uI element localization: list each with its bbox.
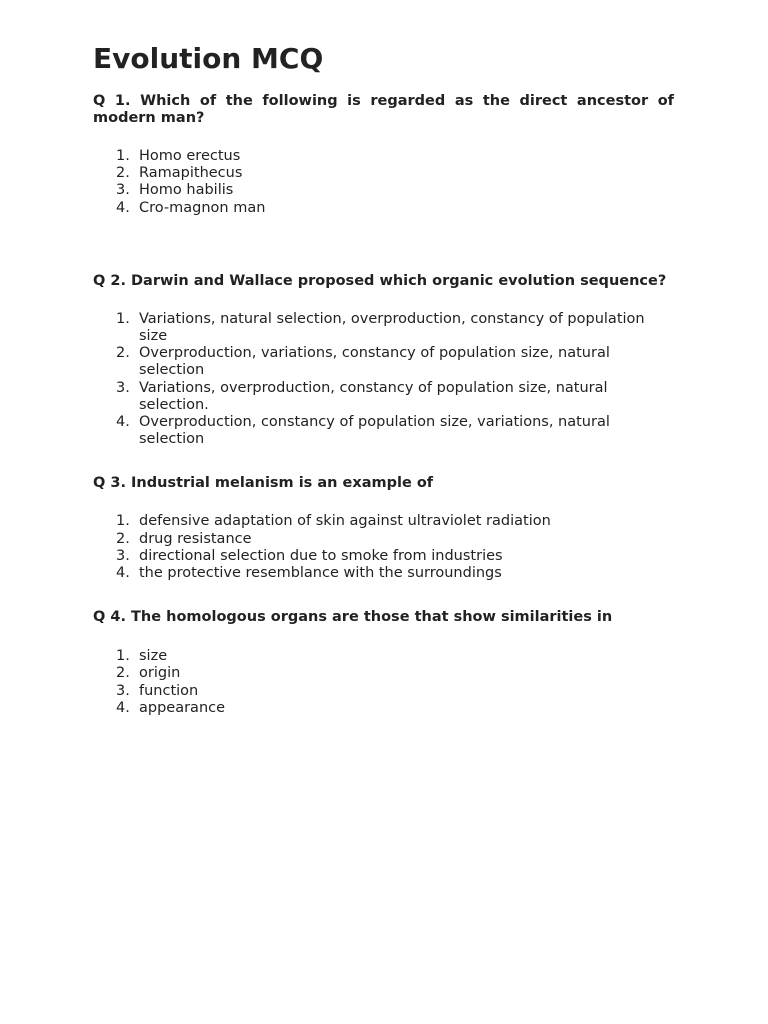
option-number: 4. [116,414,130,431]
option-text: Overproduction, variations, constancy of population size, natural selection [139,345,610,379]
option-number: 2. [116,165,130,182]
option-number: 3. [116,182,130,199]
option-item [116,513,674,530]
question-block [93,609,674,717]
option-number: 3. [116,682,130,699]
option-text: Cro-magnon man [139,199,266,216]
option-text: the protective resemblance with the surroundings [139,565,502,582]
option-text: Variations, overproduction, constancy of population size, natural selection. [139,379,608,413]
option-item [116,531,674,548]
question-text: Q 3. Industrial melanism is an example of [93,475,434,492]
option-text: function [139,682,199,699]
option-number: 1. [116,148,130,164]
option-item [116,311,674,345]
option-item [116,665,674,682]
option-number: 1. [116,513,130,530]
question-block [93,475,674,582]
question-text: Q 2. Darwin and Wallace proposed which organic evolution sequence? [93,272,667,289]
options-list [93,311,674,449]
option-number: 4. [116,199,130,216]
option-number: 4. [116,565,130,582]
option-text: defensive adaptation of skin against ultraviolet radiation [139,513,551,530]
option-text: Overproduction, constancy of population size, variations, natural selection [139,414,610,448]
document-page [93,40,674,717]
option-number: 3. [116,547,130,564]
option-number: 1. [116,648,130,665]
option-number: 4. [116,699,130,716]
option-text: drug resistance [139,530,252,547]
option-number: 2. [116,530,130,547]
option-number: 1. [116,310,130,327]
option-text: appearance [139,699,226,716]
question-text: Q 1. Which of the following is regarded as the direct ancestor of modern man? [93,93,674,126]
option-number: 2. [116,665,130,682]
option-number: 3. [116,379,130,396]
option-item [116,182,674,199]
option-text: size [139,648,168,665]
option-text: Homo habilis [139,182,234,199]
question-text: Q 4. The homologous organs are those that show similarities in [93,609,613,626]
option-text: directional selection due to smoke from industries [139,547,503,564]
option-item [116,683,674,700]
option-number: 2. [116,345,130,362]
option-text: Variations, natural selection, overproduction, constancy of population size [139,310,645,345]
options-list [93,148,674,217]
question-block [93,273,674,449]
option-item [116,200,674,217]
option-item [116,565,674,582]
option-text: origin [139,665,181,682]
option-item [116,648,674,665]
option-text: Ramapithecus [139,165,243,182]
options-list [93,513,674,582]
options-list [93,648,674,717]
question-block [93,93,674,217]
option-item [116,414,674,448]
option-text: Homo erectus [139,148,241,164]
option-item [116,345,674,379]
option-item [116,380,674,414]
option-item [116,548,674,565]
option-item [116,700,674,717]
option-item [116,148,674,165]
option-item [116,165,674,182]
page-title: Evolution MCQ [93,42,324,75]
